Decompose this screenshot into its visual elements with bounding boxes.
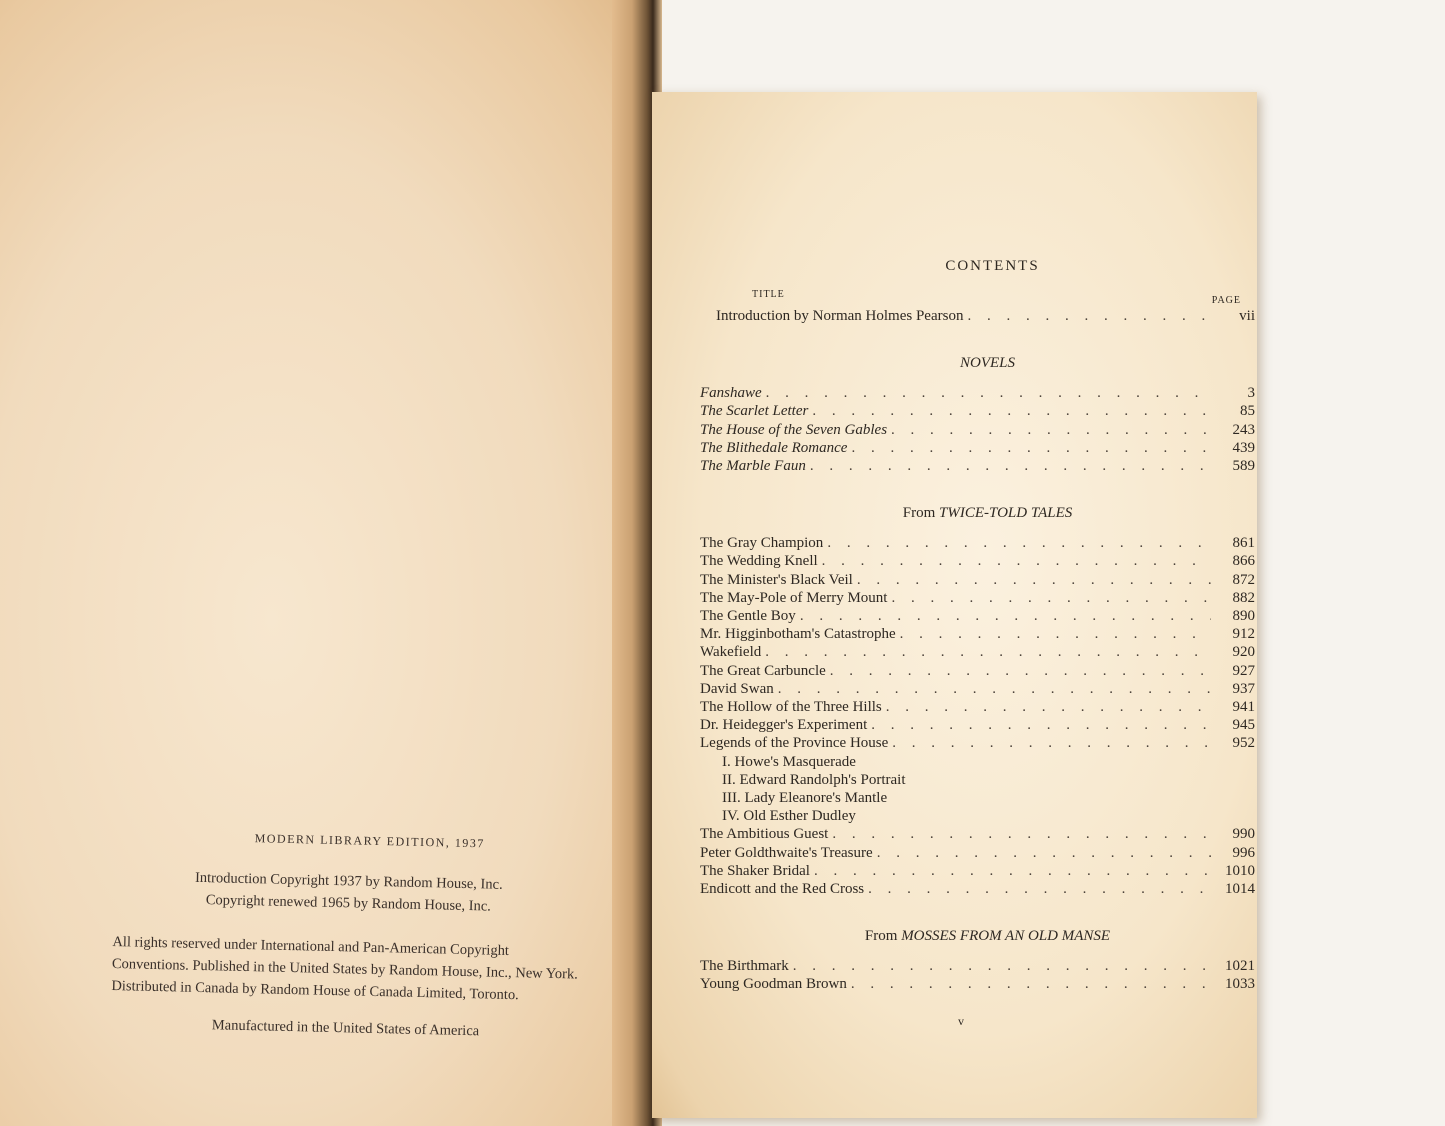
entry-title: The Ambitious Guest <box>700 826 829 843</box>
leader-dots <box>868 880 1211 898</box>
leader-dots <box>766 384 1211 402</box>
leader-dots <box>812 402 1211 420</box>
contents-entry <box>700 457 1255 475</box>
entry-title: The Great Carbuncle <box>700 662 826 679</box>
entry-page: 996 <box>1232 844 1255 861</box>
leader-dots <box>871 716 1211 734</box>
entry-page: 927 <box>1232 662 1255 679</box>
leader-dots <box>814 862 1211 880</box>
entry-page: 890 <box>1232 608 1255 625</box>
entry-title: The Scarlet Letter <box>700 403 809 420</box>
column-page-label: PAGE <box>1211 295 1241 306</box>
contents-entry <box>700 571 1255 589</box>
leader-dots <box>832 825 1211 843</box>
intro-entry <box>700 307 1255 325</box>
contents-entry <box>700 825 1255 843</box>
entry-title: The Blithedale Romance <box>700 439 848 456</box>
entry-title: The Birthmark <box>700 958 789 975</box>
rights-statement: All rights reserved under International and Pan-American Copyright Conventions. Published in the United States by Random House, Inc., New York. Distributed in Canada by Random House of Canada Limited, Toronto. <box>111 933 578 1004</box>
contents-table <box>700 258 1255 994</box>
entry-page: 912 <box>1232 626 1255 643</box>
entry-page: 3 <box>1247 385 1255 402</box>
entry-page: 941 <box>1232 699 1255 716</box>
entry-page: 1010 <box>1225 862 1255 879</box>
entry-title: I. Howe's Masquerade <box>722 753 856 770</box>
leader-dots <box>822 552 1211 570</box>
contents-entry <box>700 753 1255 771</box>
column-title-label: TITLE <box>752 289 785 300</box>
entry-page: 882 <box>1232 589 1255 606</box>
leader-dots <box>778 680 1211 698</box>
entry-title: Legends of the Province House <box>700 735 889 752</box>
novels-heading: NOVELS <box>959 355 1015 372</box>
mosses-heading: From MOSSES FROM AN OLD MANSE <box>864 928 1111 945</box>
contents-entry <box>700 975 1255 993</box>
leader-dots <box>793 957 1211 975</box>
entry-title: The Marble Faun <box>700 458 806 475</box>
entry-title: The May-Pole of Merry Mount <box>700 589 888 606</box>
entry-page: 589 <box>1232 458 1255 475</box>
contents-entry <box>700 771 1255 789</box>
leader-dots <box>877 844 1211 862</box>
leader-dots <box>830 662 1211 680</box>
edition-line: MODERN LIBRARY EDITION, 1937 <box>254 831 486 851</box>
entry-title: III. Lady Eleanore's Mantle <box>722 790 888 807</box>
contents-entry <box>700 439 1255 457</box>
leader-dots <box>851 439 1211 457</box>
entry-title: The Hollow of the Three Hills <box>700 699 882 716</box>
contents-entry <box>700 844 1255 862</box>
contents-entry <box>700 957 1255 975</box>
entry-title: The Shaker Bridal <box>700 862 810 879</box>
entry-page: 866 <box>1232 553 1255 570</box>
contents-entry <box>700 534 1255 552</box>
entry-title: The Gentle Boy <box>700 608 796 625</box>
contents-entry <box>700 716 1255 734</box>
twice-told-list <box>700 534 1255 898</box>
manufactured-line: Manufactured in the United States of America <box>211 1017 480 1040</box>
entry-title: Young Goodman Brown <box>700 976 847 993</box>
leader-dots <box>810 457 1211 475</box>
contents-entry <box>700 862 1255 880</box>
leader-dots <box>967 307 1211 325</box>
entry-page: 872 <box>1232 571 1255 588</box>
entry-page: 990 <box>1232 826 1255 843</box>
leader-dots <box>765 643 1211 661</box>
entry-title: Dr. Heidegger's Experiment <box>700 717 868 734</box>
entry-page: 243 <box>1232 421 1255 438</box>
entry-page: 861 <box>1232 535 1255 552</box>
entry-page: 937 <box>1232 680 1255 697</box>
entry-page: 85 <box>1240 403 1255 420</box>
leader-dots <box>857 571 1211 589</box>
copyright-block <box>110 828 585 1043</box>
leader-dots <box>800 607 1211 625</box>
twice-told-heading: From TWICE-TOLD TALES <box>902 505 1073 522</box>
leader-dots <box>891 589 1211 607</box>
contents-entry <box>700 734 1255 752</box>
leader-dots <box>892 734 1211 752</box>
intro-copyright: Introduction Copyright 1937 by Random House, Inc. <box>194 869 503 893</box>
leader-dots <box>886 698 1211 716</box>
entry-page: 952 <box>1232 735 1255 752</box>
contents-title: CONTENTS <box>945 258 1040 274</box>
entry-page: 439 <box>1232 439 1255 456</box>
entry-title: Wakefield <box>700 644 762 661</box>
contents-entry <box>700 662 1255 680</box>
contents-entry <box>700 625 1255 643</box>
entry-title: The Minister's Black Veil <box>700 571 853 588</box>
contents-entry <box>700 789 1255 807</box>
leader-dots <box>900 625 1211 643</box>
entry-title: David Swan <box>700 680 774 697</box>
leader-dots <box>851 975 1211 993</box>
contents-entry <box>700 807 1255 825</box>
mosses-list <box>700 957 1255 993</box>
entry-title: The Wedding Knell <box>700 553 818 570</box>
entry-title: IV. Old Esther Dudley <box>722 808 856 825</box>
entry-page: 945 <box>1232 717 1255 734</box>
copyright-renewed: Copyright renewed 1965 by Random House, Inc. <box>205 892 492 915</box>
page-folio: v <box>958 1014 964 1028</box>
contents-entry <box>700 589 1255 607</box>
left-page <box>0 0 648 1126</box>
entry-title: The House of the Seven Gables <box>700 421 888 438</box>
entry-title: Introduction by Norman Holmes Pearson <box>716 308 964 324</box>
entry-page: vii <box>1239 308 1255 324</box>
contents-entry <box>700 643 1255 661</box>
entry-title: II. Edward Randolph's Portrait <box>722 771 906 788</box>
entry-title: Fanshawe <box>700 385 762 402</box>
column-headers <box>700 289 1255 306</box>
entry-title: Mr. Higginbotham's Catastrophe <box>700 626 896 643</box>
entry-page: 920 <box>1232 644 1255 661</box>
leader-dots <box>827 534 1211 552</box>
contents-entry <box>700 607 1255 625</box>
contents-entry <box>700 421 1255 439</box>
entry-page: 1033 <box>1225 976 1255 993</box>
leader-dots <box>891 421 1211 439</box>
entry-title: Peter Goldthwaite's Treasure <box>700 844 873 861</box>
contents-entry <box>700 880 1255 898</box>
entry-title: Endicott and the Red Cross <box>700 881 865 898</box>
entry-title: The Gray Champion <box>700 535 824 552</box>
contents-entry <box>700 680 1255 698</box>
entry-page: 1021 <box>1225 958 1255 975</box>
contents-entry <box>700 402 1255 420</box>
novels-list <box>700 384 1255 475</box>
contents-entry <box>700 552 1255 570</box>
contents-entry <box>700 384 1255 402</box>
entry-page: 1014 <box>1225 881 1255 898</box>
contents-entry <box>700 698 1255 716</box>
